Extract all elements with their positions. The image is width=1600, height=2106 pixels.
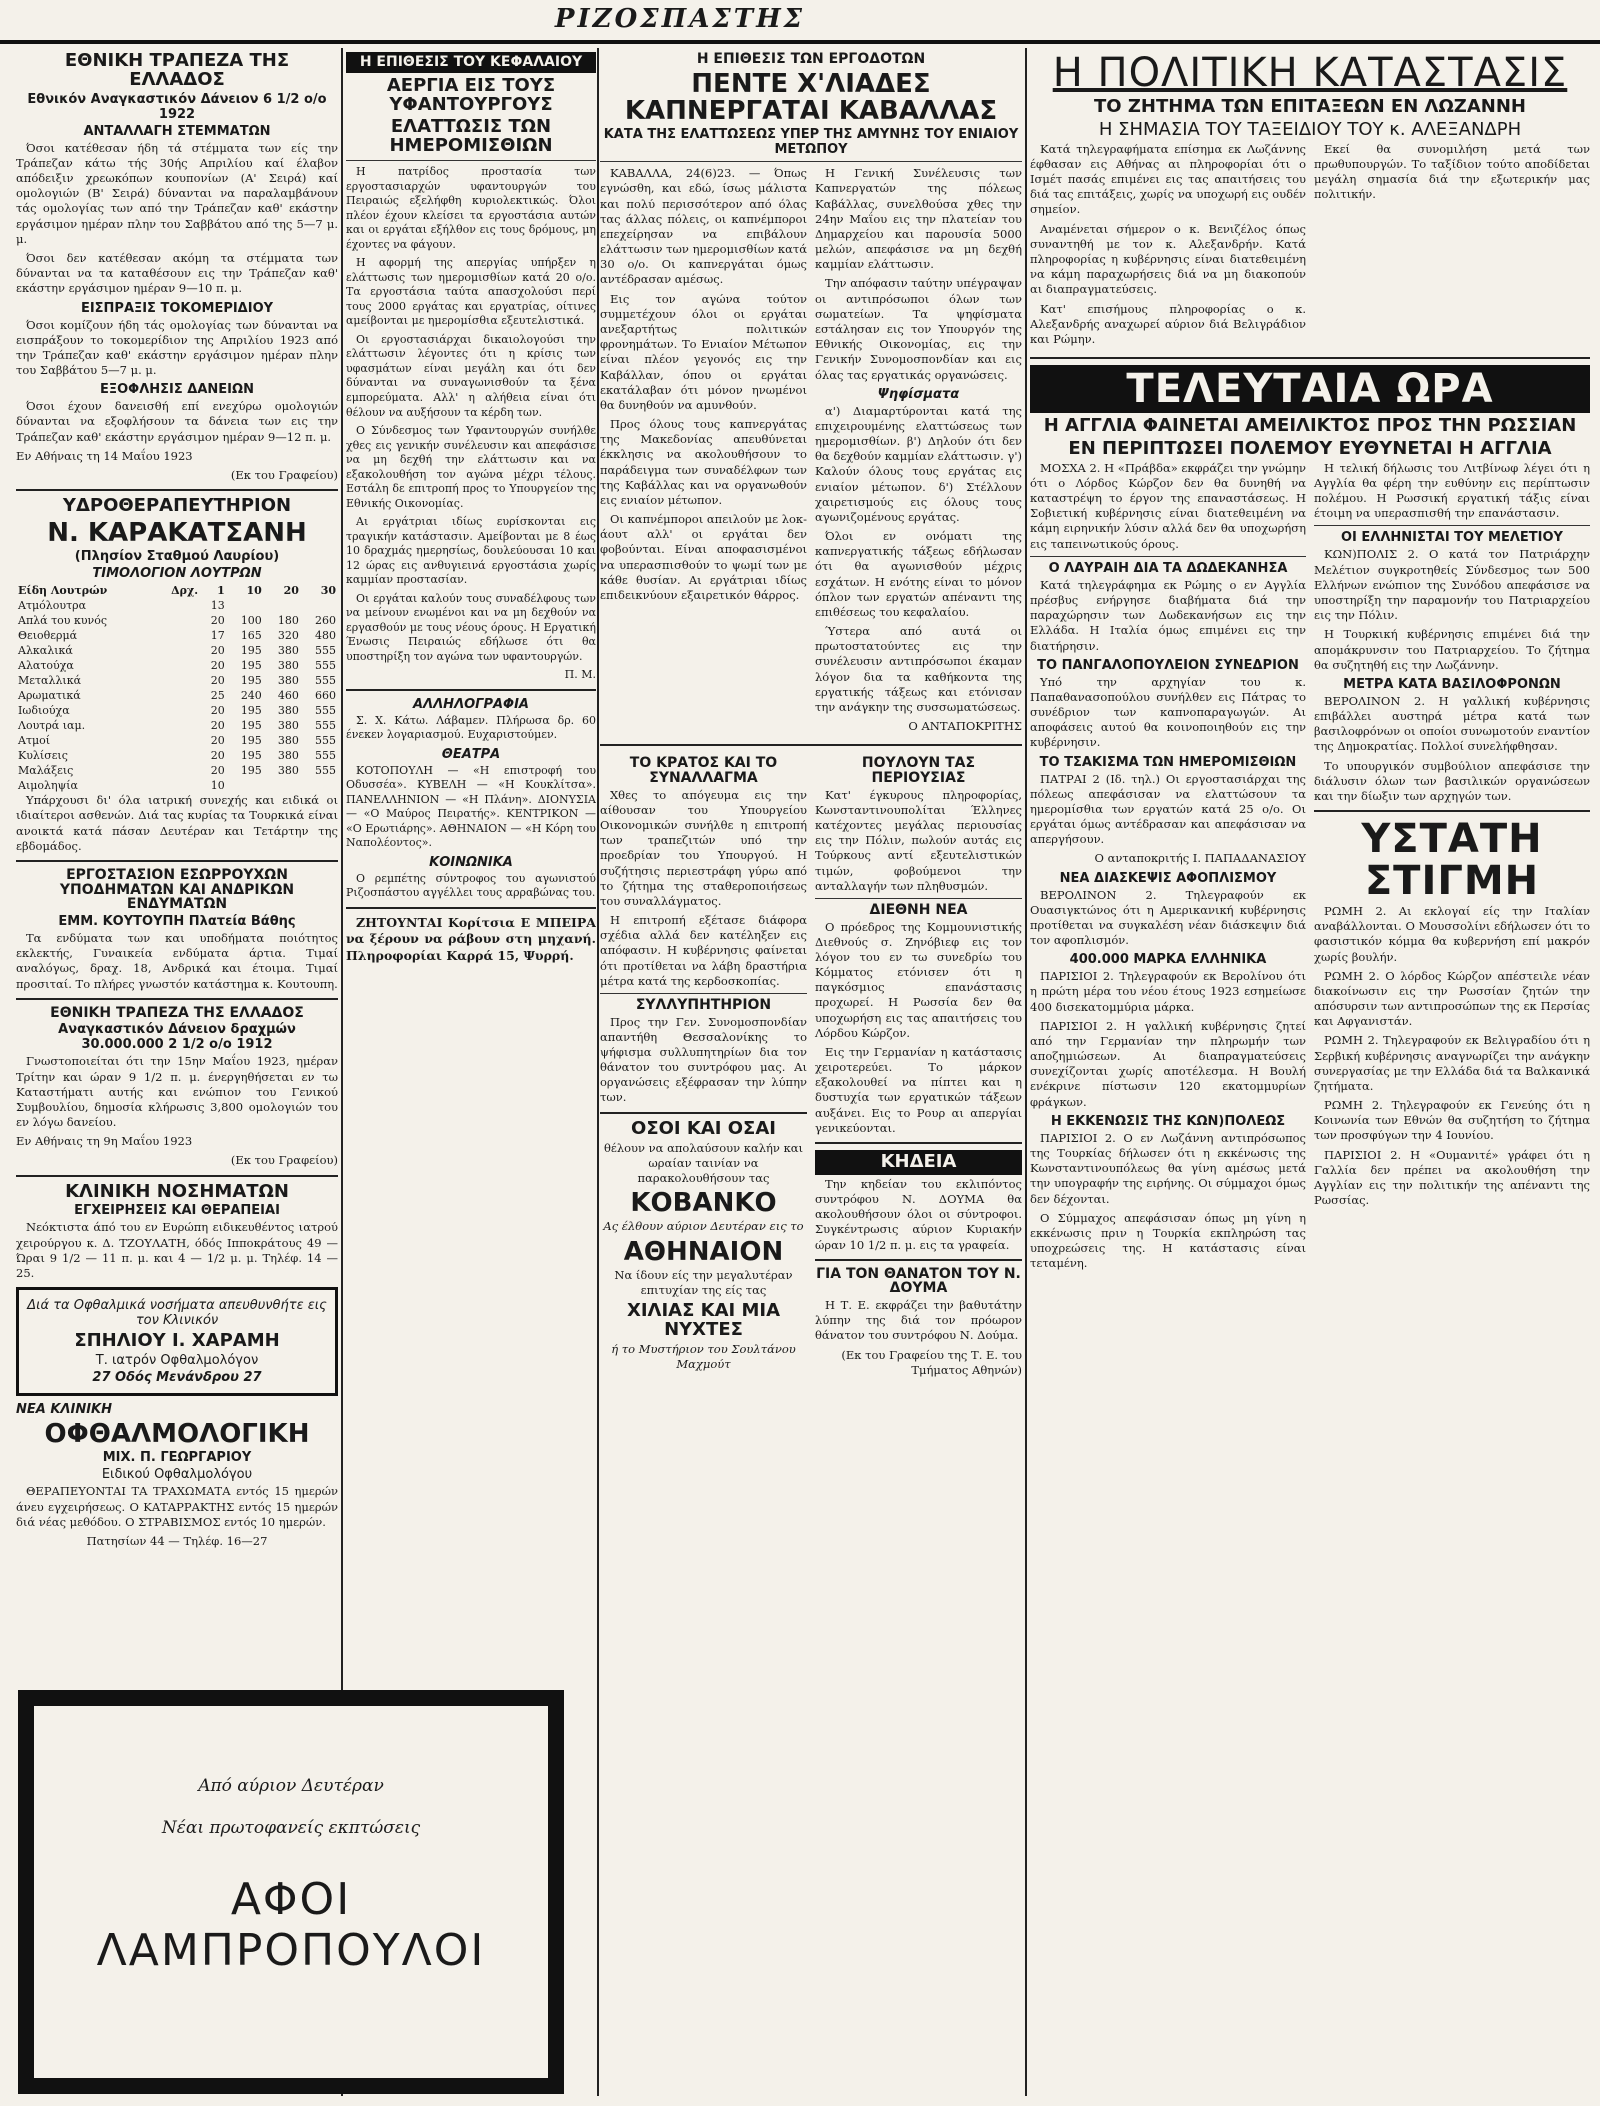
table-cell: Αλκαλικά	[18, 644, 73, 658]
table-cell: Μεταλλικά	[18, 674, 82, 688]
church-text: ΠΑΡΙΣΙΟΙ 2. Ο εν Λωζάννη αντιπρόσωπος της Τουρκίας δήλωσεν ότι η εκκένωσις της Κωνσταντινουπόλεως θα γίνη αμέσως μετά την υπογραφήν της ειρήνης. Οι σύμμαχοι όμως δεν δέχονται.	[1030, 1130, 1306, 1206]
optic-subtitle: Τ. ιατρόν Οφθαλμολόγον	[95, 1353, 259, 1369]
ad-line2: Νέαι πρωτοφανείς εκπτώσεις	[161, 1818, 421, 1838]
table-row	[16, 748, 338, 763]
c3-lower-right	[815, 752, 1022, 1382]
table-cell: 20	[210, 764, 225, 778]
c3-a8: α') Διαμαρτύρονται κατά της επιχειρουμένης ελαττώσεως των ημερομισθίων. β') Δηλούν ότι δεν θα δεχθούν καμμίαν ελάττωσιν. γ') Καλούν όλους τους εργάτας εις ενιαίον μέτωπον. δ') Στέλλουν χαιρετισμούς εις όλους τους αγωνιζομένους εργάτας.	[815, 403, 1022, 524]
table-cell	[227, 598, 264, 613]
separator	[1314, 810, 1590, 812]
tailor-title: ΕΡΓΟΣΤΑΣΙΟΝ ΕΣΩΡΡΟΥΧΩΝ ΥΠΟΔΗΜΑΤΩΝ ΚΑΙ ΑΝΔΡΙΚΩΝ ΕΝΔΥΜΑΤΩΝ	[59, 866, 295, 913]
hydro-text: Υπάρχουσι δι' όλα ιατρική συνεχής και ειδικά οι ιδιαίτεροι ασθενών. Διά τας κυρίας τα Τουρκικά είναι ανοικτά κατά πάσαν Δευτέραν και Τετάρτην της εβδομάδος.	[16, 793, 338, 853]
state-text2: Η επιτροπή εξέτασε διάφορα σχέδια αλλά δεν κατέληξεν εις απόφασιν. Η κυβέρνησις φαίνεται ότι προτίθεται να λάβη δραστήρια μέτρα κατά της κερδοσκοπίας.	[600, 913, 807, 988]
paris-text: ΠΑΡΙΣΙΟΙ 2. Η γαλλική κυβέρνησις ζητεί από την Γερμανίαν την πληρωμήν των αποζημιώσεων. Αι διαπραγματεύσεις συνεχίζονται χωρίς αποτέλεσμα. Η Βουλή ενέκρινε πίστωσιν 120 εκατομμυρίων φράγκων.	[1030, 1018, 1306, 1109]
table-cell: Ατμόλουτρα	[18, 599, 87, 613]
separator	[1030, 556, 1306, 557]
table-cell: 195	[240, 644, 262, 658]
notice-title: ΑΛΛΗΛΟΓΡΑΦΙΑ	[413, 696, 529, 712]
table-cell: 555	[315, 749, 336, 763]
separator	[16, 998, 338, 1000]
price-header-cell: Δρχ.	[171, 584, 199, 598]
separator	[346, 907, 596, 909]
table-row	[16, 643, 338, 658]
table-cell: 555	[315, 674, 336, 688]
social-text: Ο ρεμπέτης σύντροφος του αγωνιστού Ριζοσπάστου αγγέλλει τους αρραβώνας του.	[346, 871, 596, 900]
bank1-text2: Όσοι δεν κατέθεσαν ακόμη τα στέμματα των δύνανται να τα καταθέσουν εις την Τράπεζαν καθ' εκάστην εργάσιμον ημέραν 9—10 π. μ.	[16, 250, 338, 296]
table-cell: Ιωδιούχα	[18, 704, 70, 718]
tailor-name: ΕΜΜ. ΚΟΥΤΟΥΠΗ Πλατεία Βάθης	[58, 913, 296, 929]
separator	[346, 160, 596, 161]
optic-name: ΣΠΗΛΙΟΥ Ι. ΧΑΡΑΜΗ	[74, 1330, 280, 1352]
politics-right	[1314, 142, 1590, 351]
state-title: ΤΟ ΚΡΑΤΟΣ ΚΑΙ ΤΟ ΣΥΝΑΛΛΑΓΜΑ	[629, 755, 778, 786]
table-cell: 380	[277, 734, 299, 748]
table-cell: Απλά του κυνός	[18, 614, 107, 628]
c3-a5: Την απόφασιν ταύτην υπέγραψαν οι αντιπρόσωποι όλων των σωματείων. Τα ψηφίσματα εστάλησαν εις τον Υπουργόν της Εθνικής Οικονομίας, εις την Γενικήν Συνομοσπονδίαν και εις όλας τας εργατικάς οργανώσεις.	[815, 276, 1022, 382]
royal-text2: Το υπουργικόν συμβούλιον απεφάσισε την διάλυσιν όλων των βασιλικών οργανώσεων και την δίωξιν των αρχηγών των.	[1314, 758, 1590, 803]
table-cell: 10	[210, 779, 225, 793]
c3-a2: Η Γενική Συνέλευσις των Καπνεργατών της πόλεως Καβάλλας, συνελθούσα χθες την 24ην Μαΐου εις την πλατείαν του Δημαρχείου και παρουσία 5000 μελών, απεφάσισε να μη δεχθή καμμίαν ελάττωσιν.	[815, 166, 1022, 272]
politics-body	[1030, 142, 1590, 351]
tailor-text: Τα ενδύματα των και υποδήματα ποιότητος εκλεκτής, Γυναικεία ενδύματα άρτια. Τιμαί αναλόγως, δραχ. 18, Ανδρικά και έτοιμα. Τιμαί προσιταί. Το πλήρες γνωστόν κατάστημα κ. Κουτουπη.	[16, 930, 338, 991]
eye-doctor-sub: Ειδικού Οφθαλμολόγου	[101, 1467, 253, 1483]
cinema-ad-bottom: Να ίδουν είς την μεγαλυτέραν επιτυχίαν της είς τας	[614, 1267, 793, 1297]
politics-left	[1030, 142, 1306, 351]
table-cell: Λουτρά ιαμ.	[18, 719, 86, 733]
disarm-title: ΝΕΑ ΔΙΑΣΚΕΨΙΣ ΑΦΟΠΛΙΣΜΟΥ	[1059, 870, 1277, 886]
table-cell: 195	[240, 704, 262, 718]
bank1-subtitle2: ΑΝΤΑΛΛΑΓΗ ΣΤΕΜΜΑΤΩΝ	[83, 123, 271, 139]
table-cell: 20	[210, 674, 225, 688]
table-cell: 320	[277, 629, 299, 643]
table-cell: 240	[240, 689, 262, 703]
lampropoulos-ad	[18, 1690, 564, 2094]
ad-line3: ΑΦΟΙ ΛΑΜΠΡΟΠΟΥΛΟΙ	[96, 1874, 486, 1976]
table-row	[16, 733, 338, 748]
c3-a9: Ύστερα από αυτά οι πρωτοστατούντες εις την συνέλευσιν αντιπρόσωποι έκαμαν λόγον δια τα καθήκοντα της εργατικής τάξεως και ετόνισαν την ανάγκην της συσσωματώσεως.	[815, 624, 1022, 714]
ad-line1: Από αύριον Δευτέραν	[198, 1776, 384, 1796]
table-cell: 660	[315, 689, 336, 703]
table-row	[16, 688, 338, 703]
table-cell: 380	[277, 764, 299, 778]
price-table	[16, 583, 338, 793]
c3-a6: Οι καπνέμποροι απειλούν με λοκ-άουτ αλλ' οι εργάται δεν φοβούνται. Είναι αποφασισμένοι να υπερασπισθούν το ψωμί των με κάθε θυσίαν. Αι εργάτριαι ιδίως επιδεικνύουν εξαιρετικόν θάρρος.	[600, 512, 807, 602]
hydro-title: ΥΔΡΟΘΕΡΑΠΕΥΤΗΡΙΟΝ	[62, 495, 292, 517]
church-text2: Ο Σύμμαχος απεφάσισαν όπως μη γίνη η εκκένωσις πριν η Τουρκία εκπληρώση τας υποχρεώσεις της. Η κατάστασις είναι τεταμένη.	[1030, 1210, 1306, 1271]
price-header-cell: 10	[246, 584, 262, 598]
column-1	[16, 48, 338, 1686]
table-row	[16, 763, 338, 778]
c3-title: ΠΕΝΤΕ Χ'ΛΙΑΔΕΣ ΚΑΠΝΕΡΓΑΤΑΙ ΚΑΒΑΛΛΑΣ	[624, 68, 998, 126]
eye-address: Πατησίων 44 — Τηλέφ. 16—27	[86, 1533, 268, 1548]
decisions-title: Ψηφίσματα	[877, 386, 960, 402]
price-header-row	[16, 583, 338, 598]
c3-a4: Προς όλους τους καπνεργάτας της Μακεδονίας απευθύνεται έκκλησις να ακολουθήσουν το παράδειγμα των συναδέλφων των της Καβάλλας και να οργανωθούν εις ενιαίον μέτωπον.	[600, 417, 807, 507]
table-cell	[154, 613, 200, 628]
table-cell: 380	[277, 659, 299, 673]
thanks-text: Προς την Γεν. Συνομοσπονδίαν απαντήθη Θεσσαλονίκης το ψήφισμα συλλυπητηρίων δια τον θάνατον του συντρόφου μας. Αι οργανώσεις εξέφρασαν την λύπην των.	[600, 1014, 807, 1105]
table-cell: 555	[315, 719, 336, 733]
table-cell	[154, 643, 200, 658]
pangalos-text: Υπό την αρχηγίαν του κ. Παπαθανασοπούλου συνήλθεν εις Πάτρας το συνέδριον των καπνοπαραγωγών. Αι αποφάσεις αυτού θα κοινοποιηθούν εις την κυβέρνησιν.	[1030, 674, 1306, 750]
optic-head: Διά τα Οφθαλμικά νοσήματα απευθυνθήτε εις τον Κλινικόν	[27, 1298, 327, 1329]
intl-title: ΔΙΕΘΝΗ ΝΕΑ	[869, 901, 968, 918]
bank1-sign: (Εκ του Γραφείου)	[230, 467, 338, 482]
c3-a1: ΚΑΒΑΛΛΑ, 24(6)23. — Όπως εγνώσθη, και εδώ, ίσως μάλιστα και πολύ περισσότερον από όλας τας άλλας πόλεις, οι καπνέμποροι επεχείρησαν να επιβάλουν ελάττωσιν των ημερομισθίων κατά 30 ο/ο. Οι καπνεργάται όμως αντέδρασαν αμέσως.	[600, 166, 807, 287]
table-cell: 195	[240, 674, 262, 688]
table-cell: 195	[240, 734, 262, 748]
separator	[815, 898, 1022, 899]
table-cell: 20	[210, 659, 225, 673]
royal-title: ΜΕΤΡΑ ΚΑΤΑ ΒΑΣΙΛΟΦΡΟΝΩΝ	[1343, 676, 1561, 692]
table-cell: 480	[315, 629, 336, 643]
table-cell	[227, 778, 264, 793]
table-cell: 380	[277, 719, 299, 733]
dodec-text: Κατά τηλεγράφημα εκ Ρώμης ο εν Αγγλία πρέσβυς ενήργησε διαβήματα διά την παραχώρησιν των Δωδεκανήσων εις την Ελλάδα. Η Ιταλία όμως επιμένει εις την διατήρησιν.	[1030, 577, 1306, 653]
table-row	[16, 718, 338, 733]
notice-text: Σ. Χ. Κάτω. Λάβαμεν. Πλήρωσα δρ. 60 ένεκεν λογαριασμού. Ευχαριστούμεν.	[346, 713, 596, 742]
separator	[815, 1259, 1022, 1261]
bank1-date: Εν Αθήναις τη 14 Μαΐου 1923	[16, 448, 193, 463]
column-divider	[1025, 48, 1027, 2096]
table-cell: 180	[277, 614, 299, 628]
cinema-ad-text: θέλουν να απολαύσουν καλήν και ωραίαν ταινίαν να παρακολουθήσουν τας	[603, 1140, 804, 1185]
table-cell	[264, 778, 301, 793]
cinema-ad-foot: ή το Μυστήριον του Σουλτάνου Μαχμούτ	[611, 1341, 796, 1372]
c3-article-left	[600, 166, 807, 738]
column-3	[600, 48, 1022, 2096]
bank2-sign: (Εκ του Γραφείου)	[230, 1153, 338, 1168]
intl-text2: Εις την Γερμανίαν η κατάστασις χειροτερεύει. Το μάρκον εξακολουθεί να πίπτει και η δυστυχία των εργατικών τάξεων αυξάνει. Εις το Ρουρ αι απεργίαι γενικεύονται.	[815, 1044, 1022, 1135]
c2-section: Η ΕΠΙΘΕΣΙΣ ΤΟΥ ΚΕΦΑΛΑΙΟΥ	[346, 52, 596, 73]
social-title: ΚΟΙΝΩΝΙΚΑ	[429, 854, 513, 870]
column-2	[346, 48, 596, 1686]
table-cell: 195	[240, 659, 262, 673]
clinic-title: ΚΛΙΝΙΚΗ ΝΟΣΗΜΑΤΩΝ	[65, 1180, 289, 1202]
cinema-ad-mid: Ας έλθουν αύριον Δευτέραν εις το	[603, 1219, 804, 1234]
c2-p5: Αι εργάτριαι ιδίως ευρίσκονται εις τραγικήν κατάστασιν. Αμείβονται με 8 έως 10 δραχμάς ημερησίως, δουλεύουσαι 10 και 12 ώρας εις ανθυγιεινά εργοστάσια χωρίς καμμίαν προστασίαν.	[346, 515, 596, 587]
table-cell: Αλατούχα	[18, 659, 74, 673]
dodec-title: Ο ΛΑΥΡΑΙΗ ΔΙΑ ΤΑ ΔΩΔΕΚΑΝΗΣΑ	[1048, 560, 1288, 576]
masthead-title: ΡΙΖΟΣΠΑΣΤΗΣ	[554, 4, 806, 34]
clinic-text: Νεόκτιστα άπό του εν Ευρώπη ειδικευθέντος ιατρού χειρούργου κ. Δ. ΤΖΟΥΛΑΤΗ, όδός Ιπποκράτους 49 — Ώραι 9 1/2 — 11 π. μ. και 4 — 1/2 μ. μ. Τηλέφ. 14 — 25.	[16, 1220, 338, 1280]
table-cell: 165	[240, 629, 262, 643]
table-cell	[154, 628, 200, 643]
eye-text: ΘΕΡΑΠΕΥΟΝΤΑΙ ΤΑ ΤΡΑΧΩΜΑΤΑ εντός 15 ημερών άνευ εγχειρήσεως. Ο ΚΑΤΑΡΡΑΚΤΗΣ εντός 15 ημερών διά νέας μεθόδου. Ο ΣΤΡΑΒΙΣΜΟΣ εντός 10 ημερών.	[16, 1484, 338, 1529]
column-divider	[597, 48, 599, 2096]
politics-sub1: ΤΟ ΖΗΤΗΜΑ ΤΩΝ ΕΠΙΤΑΞΕΩΝ ΕΝ ΛΩΖΑΝΝΗ	[1094, 96, 1526, 117]
table-cell: 195	[240, 749, 262, 763]
cinema-ad-top: ΟΣΟΙ ΚΑΙ ΟΣΑΙ	[631, 1117, 776, 1139]
table-row	[16, 703, 338, 718]
c2-p6: Οι εργάται καλούν τους συναδέλφους των να μείνουν ενωμένοι και να μη δεχθούν να εργασθούν με τους νέους όρους. Η Εργατική Ένωσις Πειραιώς εδήλωσε ότι θα υποστηρίξη τον αγώνα των υφαντουργών.	[346, 591, 596, 663]
land-text: Κατ' έγκυρους πληροφορίας, Κωνσταντινουπολίται Έλληνες κατέχοντες μεγάλας περιουσίας εις την Πόλιν, πωλούν αυτάς εις Τούρκους αντί εξευτελιστικών τιμών, φοβούμενοι την ανταλλαγήν των πληθυσμών.	[815, 787, 1022, 893]
wages-text: ΠΑΤΡΑΙ 2 (Ιδ. τηλ.) Οι εργοστασιάρχαι της πόλεως απεφάσισαν να ελαττώσουν τα ημερομίσθια των εργατών κατά 25 ο/ο. Οι εργάται όμως αντέδρασαν και απεφάσισαν να απεργήσουν.	[1030, 771, 1306, 847]
c3-a3: Εις τον αγώνα τούτον συμμετέχουν όλοι οι εργάται ανεξαρτήτως πολιτικών φρονημάτων. Το Ενιαίον Μέτωπον είναι πλέον γεγονός εις την Καβάλλαν, όπου οι εργάται εκατάλαβαν ότι μόνον ηνωμένοι θα δυνηθούν να αμυνθούν.	[600, 291, 807, 412]
last-hour-body	[1030, 461, 1590, 1276]
final-title: ΥΣΤΑΤΗ ΣΤΙΓΜΗ	[1361, 816, 1543, 905]
table-cell: 17	[210, 629, 225, 643]
c3-section: Η ΕΠΙΘΕΣΙΣ ΤΩΝ ΕΡΓΟΔΟΤΩΝ	[696, 51, 926, 67]
eye-name: ΟΦΘΑΛΜΟΛΟΓΙΚΗ	[44, 1419, 310, 1450]
table-cell: 380	[277, 674, 299, 688]
table-cell: 20	[210, 704, 225, 718]
death-sign: (Εκ του Γραφείου της Τ. Ε. του Τμήματος Αθηνών)	[841, 1347, 1022, 1377]
c2-title2: ΕΛΑΤΤΩΣΙΣ ΤΩΝ ΗΜΕΡΟΜΙΣΘΙΩΝ	[389, 116, 553, 157]
top-rule	[0, 40, 1600, 44]
separator	[600, 744, 1022, 746]
price-header-cell: 1	[217, 584, 225, 598]
politics-p3b: Εκεί θα συνομιλήση μετά των πρωθυπουργών. Το ταξίδιον τούτο αποδίδεται μεγάλη σημασία διά την εξωτερικήν μας πολιτικήν.	[1314, 141, 1590, 202]
c4-left	[1030, 461, 1306, 1276]
thanks-title: ΣΥΛΛΥΠΗΤΗΡΙΟΝ	[635, 996, 772, 1013]
table-cell	[154, 718, 200, 733]
c3-lower-left	[600, 752, 807, 1382]
c3-lower	[600, 752, 1022, 1382]
moscow-text: ΜΟΣΧΑ 2. Η «Πράβδα» εκφράζει την γνώμην ότι ο Λόρδος Κώρζον δεν θα δυνηθή να καταστρέψη το έργον της επαναστάσεως. Η Σοβιετική κυβέρνησις είναι διατεθειμένη να κάμη ειρηνικήν λύσιν αλλά δεν θα υποχωρήση εις ταπεινωτικούς όρους.	[1030, 460, 1306, 551]
bank2-subtitle: Αναγκαστικόν Δάνειον δραχμών 30.000.000 2 1/2 ο/ο 1912	[58, 1022, 296, 1053]
disarm-text: ΒΕΡΟΛΙΝΟΝ 2. Τηλεγραφούν εκ Ουασιγκτώνος ότι η Αμερικανική κυβέρνησις προτίθεται να συγκαλέση νέαν διάσκεψιν διά τον αφοπλισμόν.	[1030, 887, 1306, 948]
table-cell	[154, 763, 200, 778]
land-title: ΠΟΥΛΟΥΝ ΤΑΣ ΠΕΡΙΟΥΣΙΑΣ	[861, 755, 976, 786]
c2-p4: Ο Σύνδεσμος των Υφαντουργών συνήλθε χθες εις γενικήν συνέλευσιν και απεφάσισε να μη δεχθή την ελάττωσιν και να εξακολουθήση τον αγώνα μέχρι τέλους. Εστάλη δε επιτροπή προς το Υπουργείον της Εθνικής Οικονομίας.	[346, 424, 596, 510]
c3-title2: ΚΑΤΑ ΤΗΣ ΕΛΑΤΤΩΣΕΩΣ ΥΠΕΡ ΤΗΣ ΑΜΥΝΗΣ ΤΟΥ ΕΝΙΑΙΟΥ ΜΕΤΩΠΟΥ	[603, 127, 1019, 158]
coupons-text: Όσοι κομίζουν ήδη τάς ομολογίας των δύνανται να εισπράξουν το τοκομερίδιον της Απριλίου 1923 από την Τράπεζαν καθ' εκάστην εργάσιμον ημέραν πλην του Σαββάτου 5—7 μ. μ.	[16, 317, 338, 378]
table-cell: 25	[210, 689, 225, 703]
eye-doctor: ΜΙΧ. Π. ΓΕΩΡΓΑΡΙΟΥ	[102, 1450, 252, 1466]
separator	[1030, 357, 1590, 359]
separator	[16, 860, 338, 862]
theatre-title: ΘΕΑΤΡΑ	[441, 746, 501, 762]
cinema-ad-cinema: ΑΘΗΝΑΙΟΝ	[623, 1236, 784, 1267]
table-cell	[154, 658, 200, 673]
optic-address: 27 Οδός Μενάνδρου 27	[92, 1370, 262, 1386]
table-cell	[154, 598, 200, 613]
c3-sign: Ο ΑΝΤΑΠΟΚΡΙΤΗΣ	[908, 719, 1022, 734]
separator	[815, 1142, 1022, 1144]
mark-text: ΠΑΡΙΣΙΟΙ 2. Τηλεγραφούν εκ Βερολίνου ότι η πρώτη μέρα του νέου έτους 1923 εσημείωσε 400 δισεκατομμύρια μάρκα.	[1030, 969, 1306, 1014]
table-cell: Κυλίσεις	[18, 749, 68, 763]
coupons-title: ΕΙΣΠΡΑΞΙΣ ΤΟΚΟΜΕΡΙΔΙΟΥ	[80, 300, 274, 316]
bank2-text: Γνωστοποιείται ότι την 15ην Μαΐου 1923, ημέραν Τρίτην και ώραν 9 1/2 π. μ. ένεργηθήσεται εν τω Καταστήματι αυτής και ενώπιον του Γενικού Συμβουλίου, δημοσία κλήρωσις 3,800 ομολογιών του εν λόγω δανείου.	[16, 1054, 338, 1130]
meletios-text2: Η Τουρκική κυβέρνησις επιμένει διά την απομάκρυνσιν του Πατριαρχείου. Το ζήτημα θα συζητηθή εις την Λωζάννην.	[1314, 627, 1590, 672]
table-row	[16, 673, 338, 688]
separator	[346, 689, 596, 691]
table-cell: 20	[210, 734, 225, 748]
loans-text: Όσοι έχουν δανεισθή επί ενεχύρω ομολογιών δύνανται να εξοφλήσουν τα δάνεια των εις την Τράπεζαν καθ' εκάστην εργάσιμον ημέραν 9—12 π. μ.	[16, 399, 338, 444]
meletios-text: ΚΩΝ)ΠΟΛΙΣ 2. Ο κατά τον Πατριάρχην Μελέτιον συγκροτηθείς Σύνδεσμος των 500 Ελλήνων ενώπιον της Συνόδου απεφάσισε να υποστηρίξη την παραμονήν του Πατριαρχείου εις την Πόλιν.	[1314, 547, 1590, 623]
table-row	[16, 613, 338, 628]
table-cell: 555	[315, 644, 336, 658]
last-hour-sub2: ΕΝ ΠΕΡΙΠΤΩΣΕΙ ΠΟΛΕΜΟΥ ΕΥΘΥΝΕΤΑΙ Η ΑΓΓΛΙΑ	[1068, 437, 1552, 459]
price-header-cell: 20	[283, 584, 299, 598]
price-header-cell: Είδη Λουτρών	[18, 584, 108, 598]
table-row	[16, 628, 338, 643]
wages-title: ΤΟ ΤΣΑΚΙΣΜΑ ΤΩΝ ΗΜΕΡΟΜΙΣΘΙΩΝ	[1039, 754, 1297, 770]
state-text: Χθες το απόγευμα εις την αίθουσαν του Υπουργείου Οικονομικών συνήλθε η επιτροπή των τραπεζιτών υπό την προεδρίαν του Υπουργού. Η συζήτησις περιεστράφη γύρω από το ζήτημα της σταθεροποιήσεως του συναλλάγματος.	[600, 787, 807, 908]
price-title: ΤΙΜΟΛΟΓΙΟΝ ΛΟΥΤΡΩΝ	[92, 566, 262, 582]
table-cell: 380	[277, 749, 299, 763]
table-cell	[154, 778, 200, 793]
c2-p3: Οι εργοστασιάρχαι δικαιολογούσι την ελάττωσιν λέγοντες ότι η κρίσις των υφασμάτων είναι μεγάλη και ότι δεν δύνανται να συναγωνισθούν τα ξένα εμπορεύματα. Αλλ' η αλήθεια είναι ότι θέλουν να αυξήσουν τα κέρδη των.	[346, 332, 596, 419]
death-title: ΓΙΑ ΤΟΝ ΘΑΝΑΤΟΝ ΤΟΥ Ν. ΔΟΥΜΑ	[816, 1265, 1021, 1297]
c3-article-right	[815, 166, 1022, 738]
table-cell: 555	[315, 659, 336, 673]
c2-p1: Η πατρίδος προστασία των εργοστασιαρχών υφαντουργών του Πειραιώς εξελήφθη κυριολεκτικώς. Όλοι πλέον έχουν κλείσει τα εργοστάσια αυτών και οι εργάται εξήλθον εις τους δρόμους, μη έχοντες να φάγουν.	[346, 165, 596, 251]
table-cell: Θειοθερμά	[18, 629, 78, 643]
funeral-title: ΚΗΔΕΙΑ	[815, 1150, 1022, 1175]
last-hour-sub: Η ΑΓΓΛΙΑ ΦΑΙΝΕΤΑΙ ΑΜΕΙΛΙΚΤΟΣ ΠΡΟΣ ΤΗΝ ΡΩΣΣΙΑΝ	[1043, 415, 1577, 437]
table-cell	[154, 703, 200, 718]
intl-text: Ο πρόεδρος της Κομμουνιστικής Διεθνούς σ. Ζηνόβιεφ εις τον λόγον του εν τω συνεδρίω του Κόμματος ετόνισεν ότι η παγκόσμιος επανάστασις προχωρεί. Η Ρωσσία δεν θα υποχωρήση εις τας απαιτήσεις του Λόρδου Κώρζον.	[815, 919, 1022, 1040]
final-text2: ΡΩΜΗ 2. Ο λόρδος Κώρζον απέστειλε νέαν διακοίνωσιν εις την Ρωσσίαν ζητών την απόσυρσιν των αντιπροσώπων της εκ Περσίας και Αφγανιστάν.	[1314, 968, 1590, 1029]
final-text5: ΠΑΡΙΣΙΟΙ 2. Η «Ουμανιτέ» γράφει ότι η Γαλλία δεν πρέπει να ακολουθήση την Αγγλίαν εις την πολιτικήν της απέναντι της Ρωσσίας.	[1314, 1147, 1590, 1208]
table-cell: 555	[315, 704, 336, 718]
politics-p1: Κατά τηλεγραφήματα επίσημα εκ Λωζάννης έφθασαν εις Αθήνας αι πληροφορίαι ότι ο Ισμέτ πασάς επιμένει εις τας απαιτήσεις του διά τας επιτάξεις, χωρίς να υποχωρή εις ουδέν σημείον.	[1030, 141, 1306, 217]
table-cell: 260	[315, 614, 336, 628]
c2-title: ΑΕΡΓΙΑ ΕΙΣ ΤΟΥΣ ΥΦΑΝΤΟΥΡΓΟΥΣ	[386, 74, 556, 115]
table-row	[16, 658, 338, 673]
bank2-date: Εν Αθήναις τη 9η Μαΐου 1923	[16, 1134, 193, 1149]
table-cell	[301, 778, 338, 793]
table-cell: 20	[210, 719, 225, 733]
eye-title: ΝΕΑ ΚΛΙΝΙΚΗ	[16, 1402, 112, 1418]
bank2-title: ΕΘΝΙΚΗ ΤΡΑΠΕΖΑ ΤΗΣ ΕΛΛΑΔΟΣ	[50, 1004, 304, 1021]
table-cell: 195	[240, 764, 262, 778]
moscow-text2: Η τελική δήλωσις του Λιτβίνωφ λέγει ότι η Αγγλία θα φέρη την ευθύνην εις περίπτωσιν πολέμου. Η Ρωσσική εργατική τάξις είναι έτοιμη να υπερασπισθή την επανάστασιν.	[1314, 460, 1590, 521]
final-text: ΡΩΜΗ 2. Αι εκλογαί είς την Ιταλίαν αναβάλλονται. Ο Μουσσολίνι εδήλωσεν ότι το φασιστικόν κόμμα θα κυβερνήση επί μακρόν χωρίς βουλήν.	[1314, 904, 1590, 964]
clinic-subtitle: ΕΓΧΕΙΡΗΣΕΙΣ ΚΑΙ ΘΕΡΑΠΕΙΑΙ	[74, 1203, 280, 1219]
table-cell: 380	[277, 704, 299, 718]
politics-title: Η ΠΟΛΙΤΙΚΗ ΚΑΤΑΣΤΑΣΙΣ	[1052, 50, 1568, 96]
meletios-title: ΟΙ ΕΛΛΗΝΙΣΤΑΙ ΤΟΥ ΜΕΛΕΤΙΟΥ	[1341, 530, 1563, 546]
table-cell	[154, 673, 200, 688]
table-row	[16, 598, 338, 613]
separator	[1314, 525, 1590, 526]
table-cell: 20	[210, 614, 225, 628]
c2-sign: Π. Μ.	[564, 668, 596, 682]
bank1-subtitle: Εθνικόν Αναγκαστικόν Δάνειον 6 1/2 ο/ο 1922	[27, 91, 327, 122]
column-4	[1030, 48, 1590, 2096]
bank1-title: ΕΘΝΙΚΗ ΤΡΑΠΕΖΑ ΤΗΣ ΕΛΛΑΔΟΣ	[64, 50, 290, 90]
c3-article	[600, 166, 1022, 738]
table-cell: 20	[210, 644, 225, 658]
table-cell: 20	[210, 749, 225, 763]
separator	[600, 161, 1022, 162]
politics-p2: Αναμένεται σήμερον ο κ. Βενιζέλος όπως συναντηθή με τον κ. Αλεξανδρήν. Κατά πληροφορίας η κυβέρνησις είναι διατεθειμένη να κάμη παραχωρήσεις διά να μη διακοπούν αι διαπραγματεύσεις.	[1030, 221, 1306, 297]
wanted-text: ΖΗΤΟΥΝΤΑΙ Κορίτσια Ε ΜΠΕΙΡΑ να ξέρουν να ράβουν στη μηχανή. Πληροφορίαι Καρρά 15, Ψυρρή.	[346, 914, 596, 963]
table-cell: Αρωματικά	[18, 689, 81, 703]
mark-title: 400.000 ΜΑΡΚΑ ΕΛΛΗΝΙΚΑ	[1069, 952, 1267, 968]
table-cell	[154, 748, 200, 763]
table-cell: 100	[240, 614, 262, 628]
table-cell: 195	[240, 719, 262, 733]
table-cell	[154, 733, 200, 748]
table-cell	[154, 688, 200, 703]
table-cell: Μαλάξεις	[18, 764, 74, 778]
hydro-name: Ν. ΚΑΡΑΚΑΤΣΑΝΗ	[47, 517, 307, 548]
table-cell: Αιμοληψία	[18, 779, 78, 793]
cinema-ad-film: ΧΙΛΙΑΣ ΚΑΙ ΜΙΑ ΝΥΧΤΕΣ	[626, 1300, 781, 1341]
table-cell	[264, 598, 301, 613]
wages-sign: Ο ανταποκριτής Ι. ΠΑΠΑΔΑΝΑΣΙΟΥ	[1094, 851, 1306, 866]
final-text3: ΡΩΜΗ 2. Τηλεγραφούν εκ Βελιγραδίου ότι η Σερβική κυβέρνησις αναγνωρίζει την ανάγκην συνεργασίας με την Ελλάδα διά τα Βαλκανικά ζητήματα.	[1314, 1033, 1590, 1093]
death-text: Η Τ. Ε. εκφράζει την βαθυτάτην λύπην της διά τον πρόωρον θάνατον του συντρόφου Ν. Δούμα.	[815, 1298, 1022, 1343]
loans-title: ΕΞΟΦΛΗΣΙΣ ΔΑΝΕΙΩΝ	[100, 382, 254, 398]
theatre-text: ΚΟΤΟΠΟΥΛΗ — «Η επιστροφή του Οδυσσέα». ΚΥΒΕΛΗ — «Η Κουκλίτσα». ΠΑΝΕΛΛΗΝΙΟΝ — «Η Πλάνη». ΔΙΟΝΥΣΙΑ — «Ο Μαύρος Πειρατής». ΚΕΝΤΡΙΚΟΝ — «Ο Ερωτιάρης». ΑΘΗΝΑΙΟΝ — «Η Κόρη του Ναπολέοντος».	[346, 763, 596, 850]
last-hour-title: ΤΕΛΕΥΤΑΙΑ ΩΡΑ	[1030, 365, 1590, 413]
table-cell: 380	[277, 644, 299, 658]
table-row	[16, 778, 338, 793]
hydro-subtitle: (Πλησίον Σταθμού Λαυρίου)	[74, 549, 280, 565]
c3-a7: Όλοι εν ονόματι της καπνεργατικής τάξεως εδήλωσαν ότι θα αγωνισθούν μέχρις εσχάτων. Η ενότης είναι το μόνον όπλον των εργατών απέναντι της επιθέσεως του κεφαλαίου.	[815, 529, 1022, 619]
masthead	[330, 4, 1030, 38]
cinema-ad-name: ΚΟΒΑΝΚΟ	[630, 1188, 777, 1219]
royal-text: ΒΕΡΟΛΙΝΟΝ 2. Η γαλλική κυβέρνησις επιβάλλει αυστηρά μέτρα κατά των βασιλοφρόνων οι οποίοι συνωμοτούν εναντίον της Δημοκρατίας. Πολλοί συνελήφθησαν.	[1314, 693, 1590, 754]
separator	[600, 1112, 807, 1114]
separator	[16, 489, 338, 491]
separator	[600, 993, 807, 994]
table-cell: 13	[210, 599, 225, 613]
table-cell: 555	[315, 764, 336, 778]
church-title: Η ΕΚΚΕΝΩΣΙΣ ΤΗΣ ΚΩΝ)ΠΟΛΕΩΣ	[1050, 1113, 1286, 1129]
price-header-cell: 30	[320, 584, 336, 598]
separator	[16, 1175, 338, 1177]
pangalos-title: ΤΟ ΠΑΝΓΑΛΟΠΟΥΛΕΙΟΝ ΣΥΝΕΔΡΙΟΝ	[1037, 657, 1299, 673]
table-cell: Ατμοί	[18, 734, 51, 748]
c2-p2: Η αφορμή της απεργίας υπήρξεν η ελάττωσις των ημερομισθίων κατά 20 ο/ο. Τα εργοστάσια ταύτα απασχολούσι περί τους 2000 εργάτας και εργατρίας, οίτινες αμείβονται με ημερομίσθια εξευτελιστικά.	[346, 256, 596, 328]
optic-ad	[16, 1287, 338, 1396]
funeral-text: Την κηδείαν του εκλιπόντος συντρόφου Ν. ΔΟΥΜΑ θα ακολουθήσουν όλοι οι σύντροφοι. Συγκέντρωσις αύριον Κυριακήν ώραν 10 1/2 π. μ. εις τα γραφεία.	[815, 1176, 1022, 1252]
table-cell	[301, 598, 338, 613]
bank1-text: Όσοι κατέθεσαν ήδη τά στέμματα των είς την Τράπεζαν κάτω τής 30ής Απριλίου καί έλαβον απόδειξιν χρεωκόπων κουπονίων (Α' Σειρά) καί ομολογιών (Β' Σειρά) δύνανται να παραλαμβάνουν τάς ομολογίας των από την Τράπεζαν καθ' εκάστην εργάσιμον ημέραν πλην του Σαββάτου από της 5—7 μ. μ.	[16, 140, 338, 246]
politics-sub2: Η ΣΗΜΑΣΙΑ ΤΟΥ ΤΑΞΕΙΔΙΟΥ ΤΟΥ κ. ΑΛΕΞΑΝΔΡΗ	[1098, 118, 1522, 140]
final-text4: ΡΩΜΗ 2. Τηλεγραφούν εκ Γενεύης ότι η Κοινωνία των Εθνών θα συζητήση το ζήτημα των προσφύγων την 4 Ιουνίου.	[1314, 1098, 1590, 1143]
table-cell: 460	[277, 689, 299, 703]
table-cell: 555	[315, 734, 336, 748]
c4-right	[1314, 461, 1590, 1276]
politics-p3: Κατ' επισήμους πληροφορίας ο κ. Αλεξανδρής αναχωρεί αύριον διά Βελιγράδιον και Ρώμην.	[1030, 301, 1306, 346]
